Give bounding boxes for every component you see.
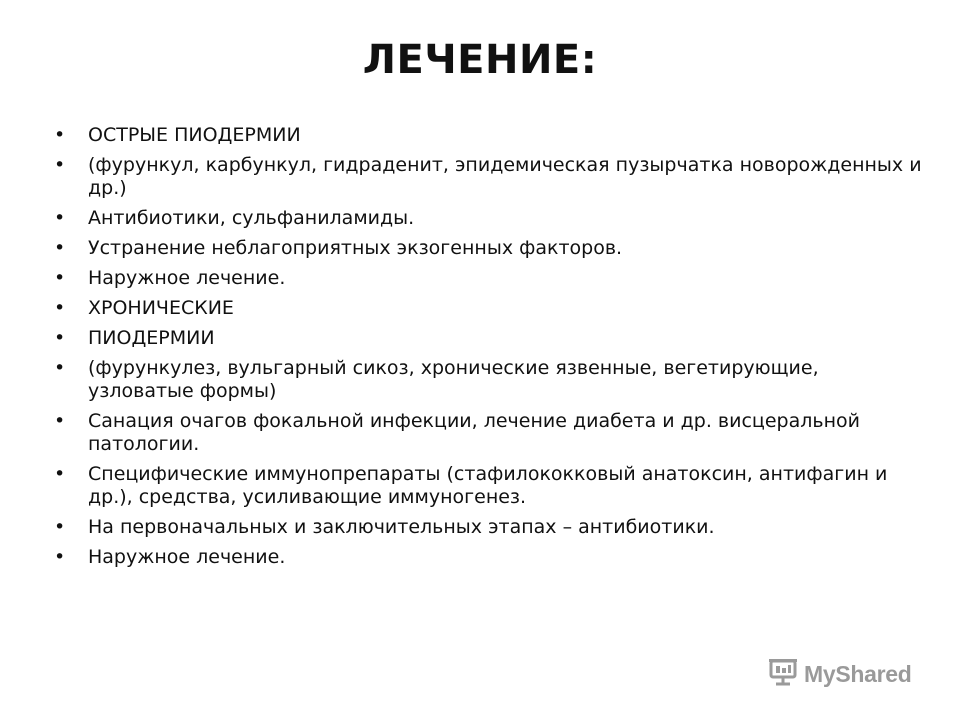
bullet-marker: • (54, 267, 66, 289)
myshared-watermark (768, 658, 912, 690)
bullet-text: Наружное лечение. (88, 267, 286, 289)
bullet-marker: • (54, 207, 66, 229)
bullet-item (48, 546, 928, 569)
bullet-text: ПИОДЕРМИИ (88, 327, 215, 349)
bullet-item (48, 463, 928, 509)
bullet-item (48, 154, 928, 200)
bullet-item (48, 297, 928, 320)
bullet-text: Санация очагов фокальной инфекции, лечение диабета и др. висцеральной патологии. (88, 410, 860, 455)
bullet-marker: • (54, 297, 66, 319)
bullet-marker: • (54, 124, 66, 146)
bullet-marker: • (54, 357, 66, 379)
bullet-text: На первоначальных и заключительных этапах – антибиотики. (88, 516, 715, 538)
bullet-item (48, 124, 928, 147)
bullet-item (48, 516, 928, 539)
bullet-item (48, 267, 928, 290)
bullet-text: (фурункул, карбункул, гидраденит, эпидемическая пузырчатка новорожденных и др.) (88, 154, 922, 199)
bullet-text: Антибиотики, сульфаниламиды. (88, 207, 415, 229)
bullet-item (48, 327, 928, 350)
projector-screen-icon (768, 658, 798, 690)
bullet-text: Специфические иммунопрепараты (стафилококковый анатоксин, антифагин и др.), средства, усиливающие иммуногенез. (88, 463, 888, 508)
bullet-text: (фурункулез, вульгарный сикоз, хронические язвенные, вегетирующие, узловатые формы) (88, 357, 819, 402)
bullet-text: ОСТРЫЕ ПИОДЕРМИИ (88, 124, 301, 146)
bullet-list (48, 124, 928, 576)
bullet-item (48, 237, 928, 260)
bullet-marker: • (54, 546, 66, 568)
bullet-item (48, 410, 928, 456)
bullet-marker: • (54, 463, 66, 485)
bullet-marker: • (54, 410, 66, 432)
bullet-marker: • (54, 154, 66, 176)
bullet-item (48, 207, 928, 230)
bullet-item (48, 357, 928, 403)
bullet-marker: • (54, 237, 66, 259)
bullet-marker: • (54, 516, 66, 538)
watermark-text: MyShared (804, 660, 912, 687)
bullet-text: Устранение неблагоприятных экзогенных факторов. (88, 237, 623, 259)
slide-title: ЛЕЧЕНИЕ: (362, 37, 598, 83)
bullet-text: Наружное лечение. (88, 546, 286, 568)
bullet-marker: • (54, 327, 66, 349)
bullet-text: ХРОНИЧЕСКИЕ (88, 297, 234, 319)
